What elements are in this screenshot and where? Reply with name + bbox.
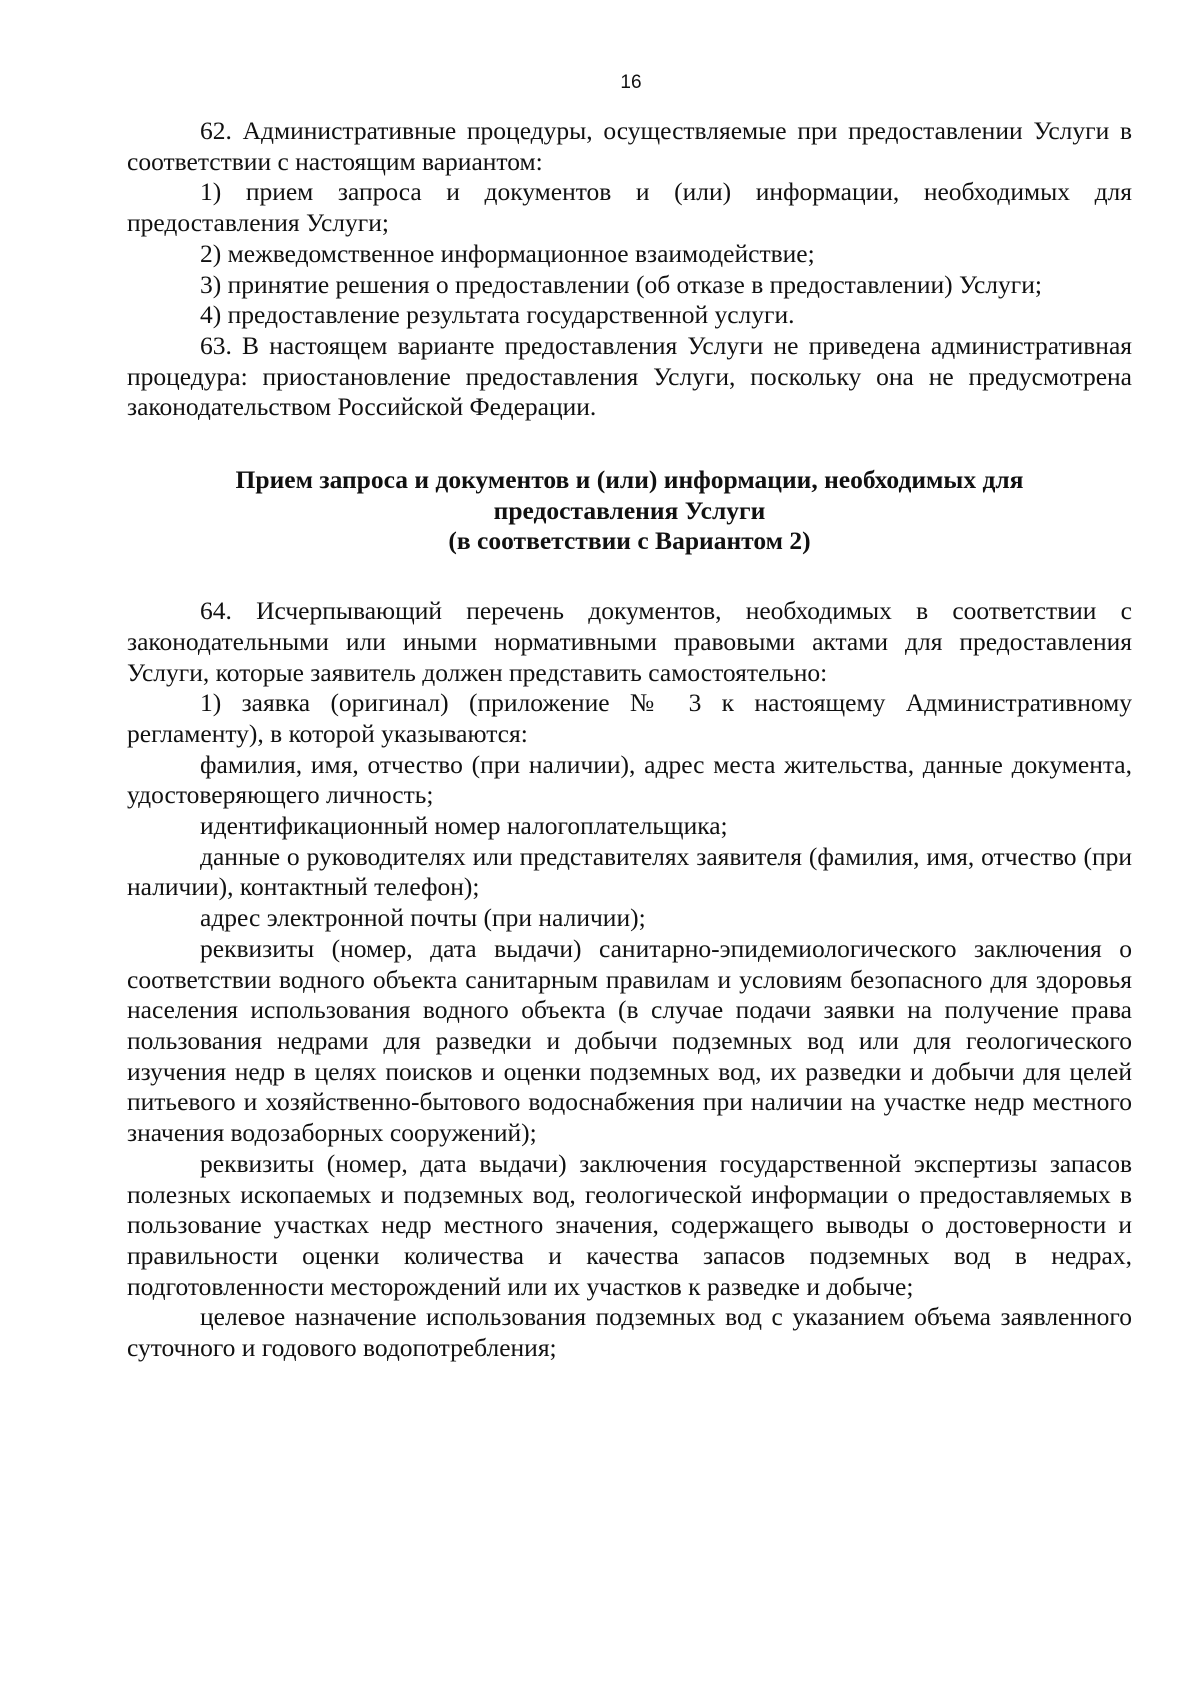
list-item-4: 4) предоставление результата государственной услуги. [200, 300, 795, 330]
list-item-1: 1) прием запроса и документов и (или) информации, необходимых для предоставления Услуги; [127, 177, 1132, 238]
list-item-name-address: фамилия, имя, отчество (при наличии), адрес места жительства, данные документа, удостоверяющего личность; [127, 749, 1132, 810]
paragraph-62: 62. Административные процедуры, осуществляемые при предоставлении Услуги в соответствии с настоящим вариантом: [127, 116, 1132, 176]
list-item-managers: данные о руководителях или представителях заявителя (фамилия, имя, отчество (при наличии), контактный телефон); [127, 841, 1132, 902]
list-item-application: 1) заявка (оригинал) (приложение № 3 к настоящему Административному регламенту), в которой указываются: [127, 688, 1132, 748]
heading-line-3: (в соответствии с Вариантом 2) [448, 526, 811, 556]
heading-line-2: предоставления Услуги [493, 495, 766, 525]
heading-line-1: Прием запроса и документов и (или) информации, необходимых для [235, 465, 1024, 495]
list-item-3: 3) принятие решения о предоставлении (об отказе в предоставлении) Услуги; [200, 269, 1042, 299]
list-item-sanitary-conclusion: реквизиты (номер, дата выдачи) санитарно-эпидемиологического заключения о соответствии водного объекта санитарным правилам и условиям безопасного для здоровья населения использования водного объекта (в случае подачи заявки на получение права пользования недрами для разведки и добычи подземных вод или для геологического изучения недр в целях поисков и оценки подземных вод, их разведки и добычи для целей питьевого и хозяйственно-бытового водоснабжения при наличии на участке недр местного значения водозаборных сооружений); [127, 933, 1132, 1148]
list-item-tax-id: идентификационный номер налогоплательщика; [200, 811, 728, 841]
list-item-state-expertise: реквизиты (номер, дата выдачи) заключения государственной экспертизы запасов полезных ископаемых и подземных вод, геологической информации о предоставляемых в пользование участках недр местного значения, содержащего выводы о достоверности и правильности оценки количества и качества запасов подземных вод в недрах, подготовленности месторождений или их участков к разведке и добыче; [127, 1148, 1132, 1301]
list-item-email: адрес электронной почты (при наличии); [200, 903, 646, 933]
section-heading [127, 465, 1132, 557]
list-item-2: 2) межведомственное информационное взаимодействие; [200, 238, 815, 268]
list-item-purpose: целевое назначение использования подземных вод с указанием объема заявленного суточного и годового водопотребления; [127, 1302, 1132, 1363]
paragraph-63: 63. В настоящем варианте предоставления Услуги не приведена административная процедура: приостановление предоставления Услуги, поскольку она не предусмотрена законодательством Российской Федерации. [127, 330, 1132, 422]
page-number: 16 [620, 72, 642, 93]
document-body [127, 116, 1132, 1364]
paragraph-64: 64. Исчерпывающий перечень документов, необходимых в соответствии с законодательными или иными нормативными правовыми актами для предоставления Услуги, которые заявитель должен представить самостоятельно: [127, 596, 1132, 687]
